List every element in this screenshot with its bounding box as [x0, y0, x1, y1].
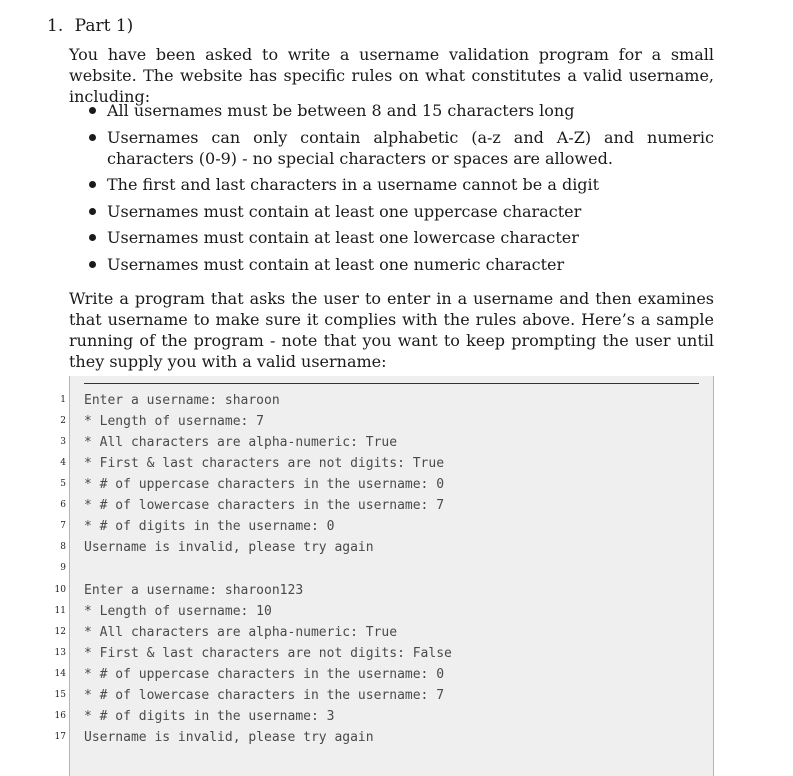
- code-text: * First & last characters are not digits: True: [84, 456, 445, 472]
- rule-text: Usernames can only contain alphabetic (a-z and A-Z) and numeric characters (0-9) - no special characters or spaces are allowed.: [107, 127, 714, 168]
- line-number: 4: [60, 458, 66, 469]
- line-number: 3: [60, 437, 66, 448]
- rule-item: [69, 227, 714, 248]
- code-line: [60, 411, 713, 432]
- bullet-icon: [89, 261, 96, 268]
- bullet-icon: [89, 208, 96, 215]
- bullet-icon: [89, 234, 96, 241]
- code-line: [54, 685, 713, 706]
- code-line: [60, 390, 713, 411]
- code-line: [54, 601, 713, 622]
- rule-item: [69, 100, 714, 121]
- line-number: 7: [60, 521, 66, 532]
- code-text: * All characters are alpha-numeric: True: [84, 624, 398, 640]
- bullet-icon: [89, 134, 96, 141]
- code-text: * # of digits in the username: 3: [84, 708, 335, 724]
- rule-item: [69, 174, 714, 195]
- rule-item: [69, 254, 714, 275]
- code-text: * First & last characters are not digits: False: [84, 645, 452, 661]
- line-number: 10: [54, 584, 66, 595]
- code-line: [54, 706, 713, 727]
- rule-text: Usernames must contain at least one numeric character: [107, 254, 565, 274]
- part-number: 1.: [47, 16, 64, 36]
- code-text: * Length of username: 7: [84, 414, 265, 430]
- sample-output-listing: [54, 376, 714, 776]
- code-text: Enter a username: sharoon: [84, 393, 280, 408]
- code-line: [54, 643, 713, 664]
- line-number: 14: [54, 668, 66, 679]
- line-number: 13: [54, 647, 66, 658]
- code-text: Enter a username: sharoon123: [84, 582, 304, 598]
- code-text: * # of digits in the username: 0: [84, 519, 335, 535]
- code-line: [60, 516, 713, 537]
- code-text: * # of uppercase characters in the username: 0: [84, 666, 445, 682]
- code-text: Username is invalid, please try again: [84, 729, 374, 745]
- code-line: [54, 664, 713, 685]
- rule-text: Usernames must contain at least one uppercase character: [107, 201, 582, 221]
- code-line: [54, 727, 713, 748]
- code-line: [60, 558, 713, 579]
- rule-text: All usernames must be between 8 and 15 characters long: [107, 101, 575, 120]
- line-number: 15: [54, 689, 66, 700]
- listing-top-rule: [84, 383, 699, 384]
- bullet-icon: [89, 181, 96, 188]
- bullet-icon: [89, 107, 96, 114]
- rule-text: The first and last characters in a username cannot be a digit: [107, 175, 600, 194]
- code-line: [60, 432, 713, 453]
- code-line: [60, 495, 713, 516]
- code-text: * # of lowercase characters in the username: 7: [84, 687, 445, 703]
- part-heading: [47, 14, 133, 38]
- line-number: 2: [60, 416, 66, 427]
- code-line: [60, 537, 713, 558]
- line-number: 16: [54, 710, 66, 721]
- code-line: [54, 622, 713, 643]
- part-title: Part 1): [74, 16, 134, 36]
- code-line: [60, 474, 713, 495]
- code-text: * Length of username: 10: [84, 603, 272, 619]
- code-text: * # of uppercase characters in the username: 0: [84, 477, 445, 493]
- rules-list: [69, 100, 714, 280]
- rule-item: [69, 201, 714, 222]
- line-number: 12: [54, 626, 66, 637]
- instructions-paragraph: Write a program that asks the user to enter in a username and then examines that username to make sure it complies with the rules above. Here’s a sample running of the program - note that you want to keep prompting the user until they supply you with a valid username:: [69, 289, 714, 371]
- line-number: 1: [60, 395, 66, 405]
- line-number: 11: [54, 605, 66, 616]
- code-line: [54, 580, 713, 601]
- line-number: 9: [60, 563, 66, 574]
- line-number: 6: [60, 500, 66, 511]
- code-line: [60, 453, 713, 474]
- rule-item: [69, 127, 714, 169]
- line-number: 8: [60, 542, 66, 553]
- line-number: 17: [54, 731, 66, 742]
- line-number: 5: [60, 479, 66, 490]
- rule-text: Usernames must contain at least one lowercase character: [107, 228, 579, 247]
- code-text: * # of lowercase characters in the username: 7: [84, 498, 445, 514]
- intro-paragraph: You have been asked to write a username validation program for a small website. The website has specific rules on what constitutes a valid username, including:: [69, 45, 714, 106]
- code-text: * All characters are alpha-numeric: True: [84, 435, 398, 451]
- code-text: Username is invalid, please try again: [84, 540, 374, 556]
